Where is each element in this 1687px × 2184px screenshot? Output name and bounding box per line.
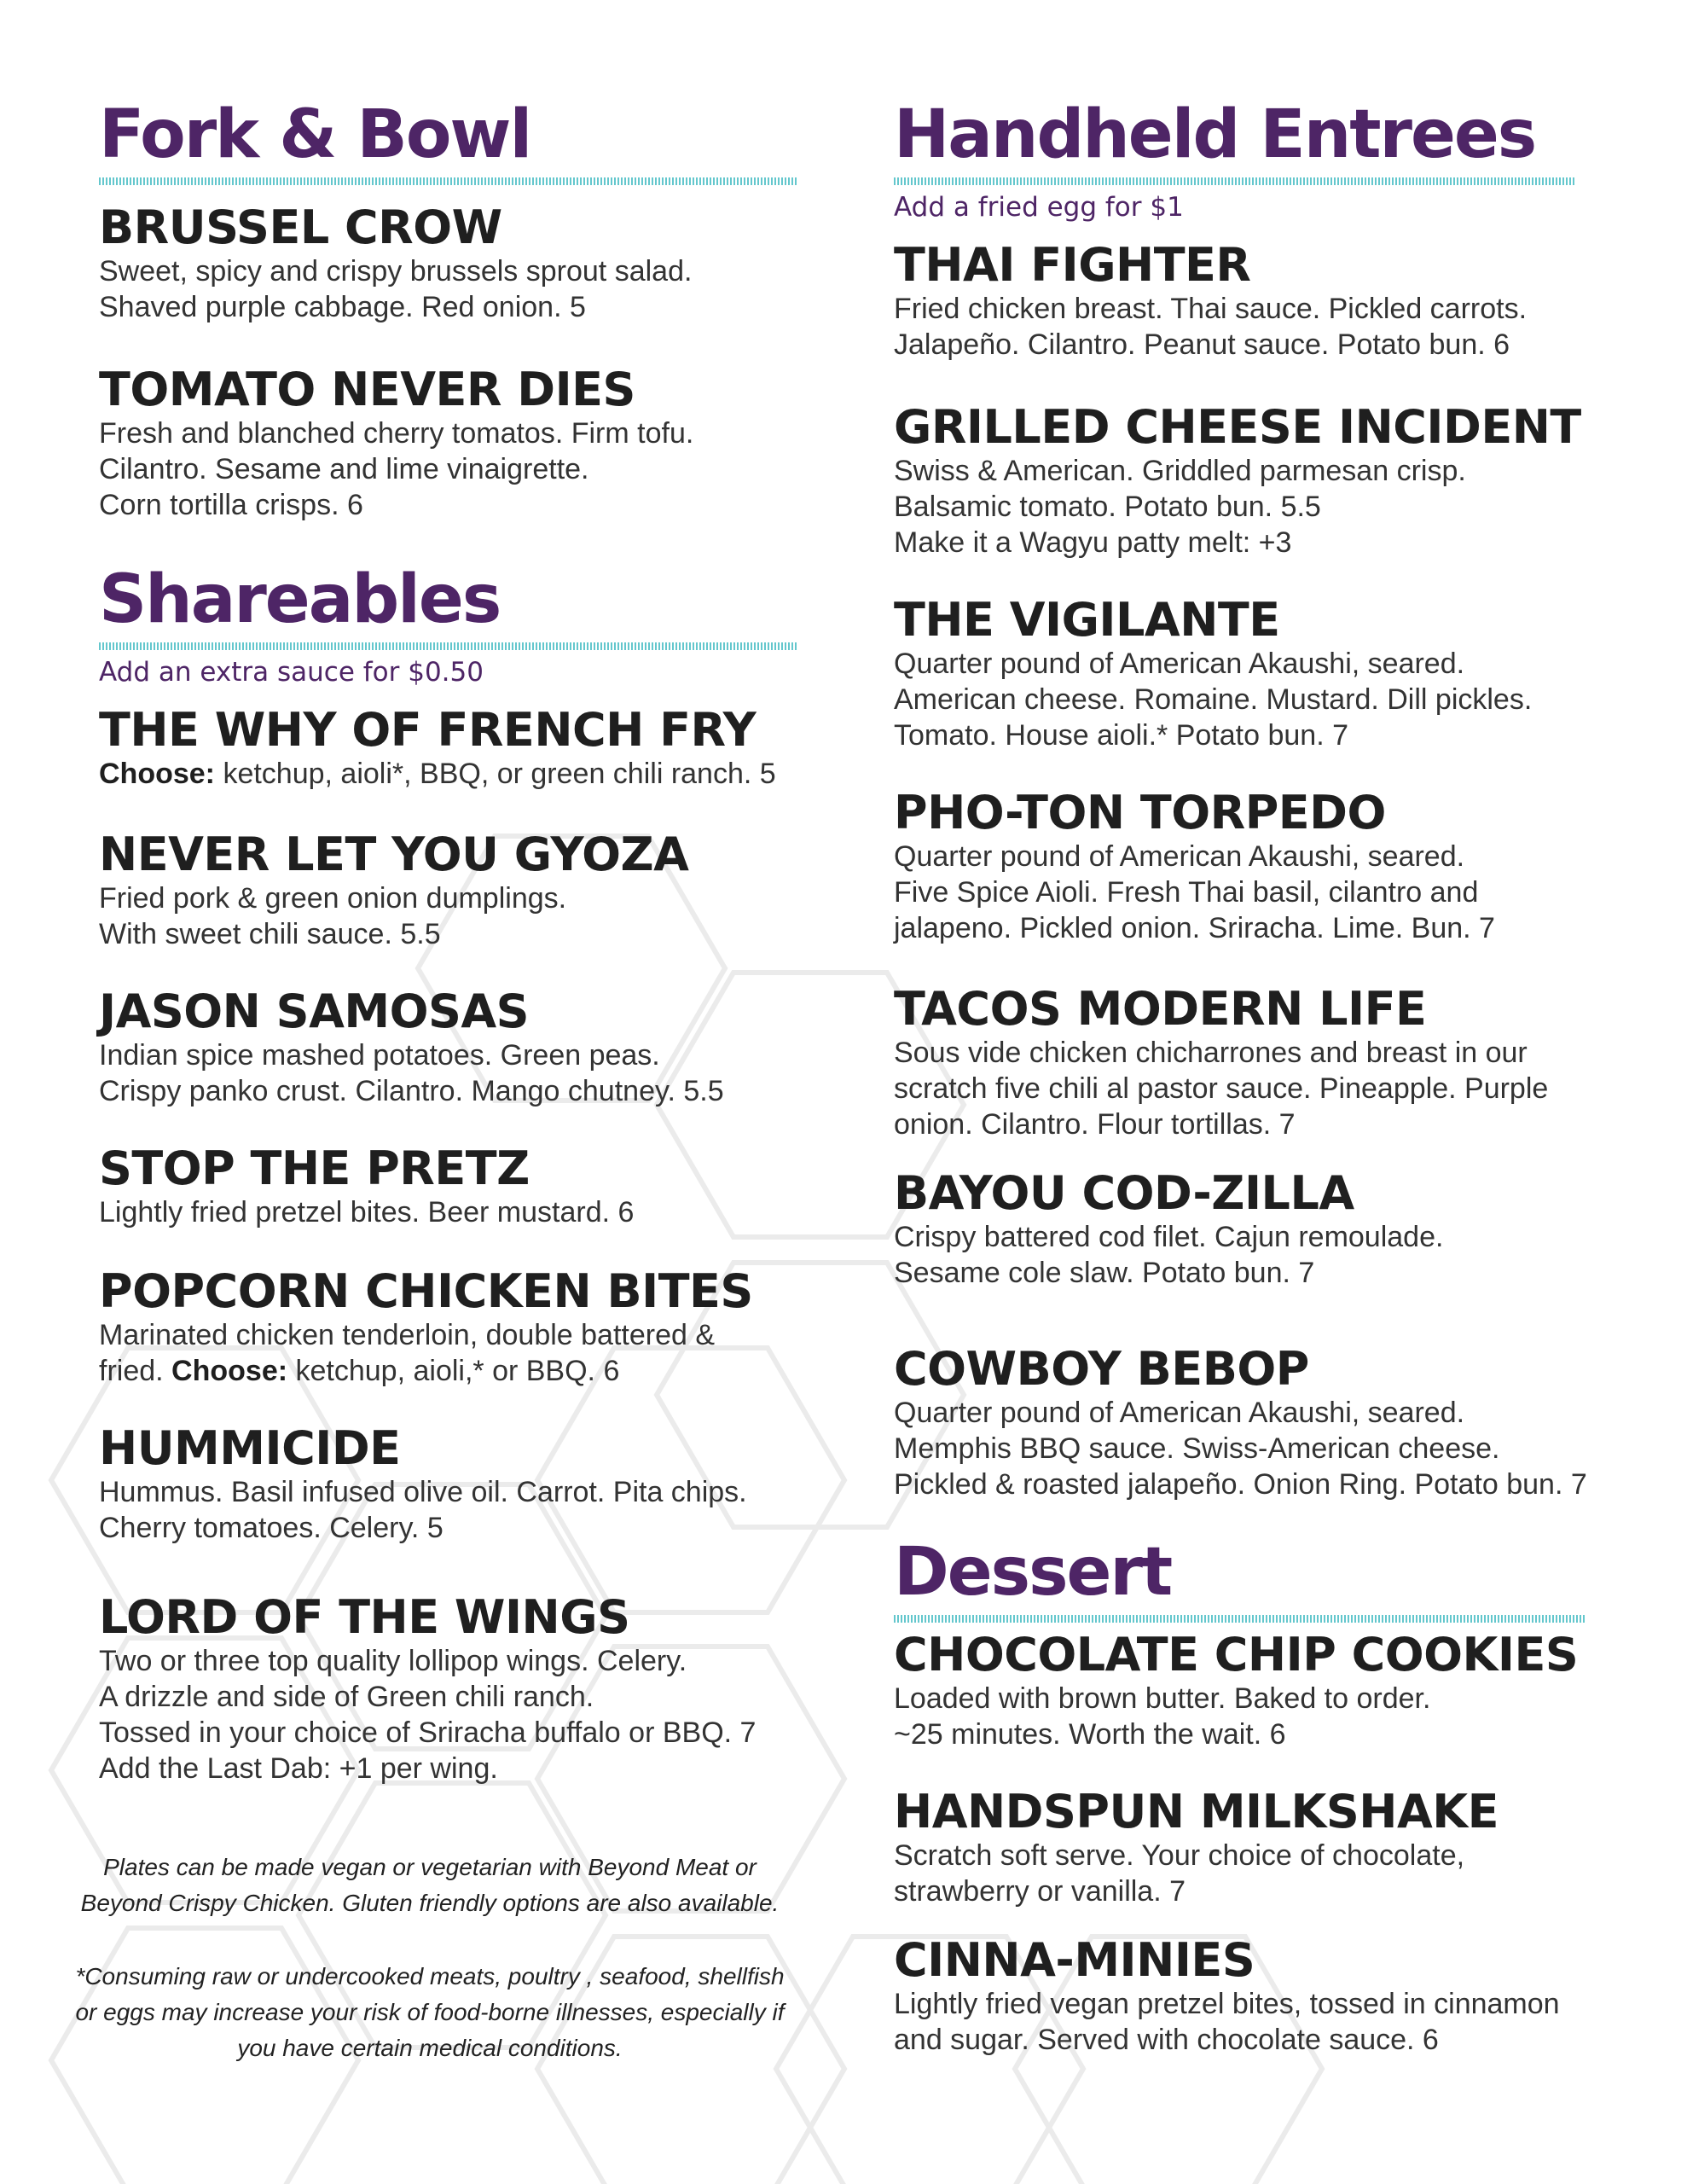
menu-item	[894, 984, 1636, 1142]
item-description	[99, 415, 807, 523]
item-description	[99, 1643, 807, 1786]
item-description	[99, 756, 807, 792]
desc-line: Lightly fried pretzel bites. Beer mustard. 6	[99, 1196, 635, 1228]
item-name: TACOS MODERN LIFE	[894, 982, 1427, 1036]
desc-line: Corn tortilla crisps. 6	[99, 489, 363, 521]
item-description	[99, 1317, 807, 1389]
desc-line: Tomato. House aioli.* Potato bun. 7	[894, 719, 1348, 752]
item-name: STOP THE PRETZ	[99, 1141, 530, 1195]
choose-label: Choose:	[171, 1355, 288, 1387]
item-name: JASON SAMOSAS	[99, 985, 530, 1038]
desc-line: jalapeno. Pickled onion. Sriracha. Lime. Bun. 7	[894, 912, 1495, 944]
desc-line: Five Spice Aioli. Fresh Thai basil, cilantro and	[894, 876, 1479, 909]
section-note: Add an extra sauce for $0.50	[99, 657, 484, 688]
desc-line: ketchup, aioli,* or BBQ. 6	[295, 1355, 620, 1387]
desc-line: onion. Cilantro. Flour tortillas. 7	[894, 1108, 1296, 1141]
desc-line: fried.	[99, 1355, 172, 1387]
item-description	[894, 1219, 1636, 1291]
menu-item	[894, 595, 1636, 753]
item-name: LORD OF THE WINGS	[99, 1590, 630, 1644]
menu-item	[894, 1168, 1636, 1291]
left-column	[99, 94, 807, 1786]
section-divider	[99, 642, 798, 650]
item-description	[894, 1035, 1636, 1142]
desc-line: Tossed in your choice of Sriracha buffalo or BBQ. 7	[99, 1716, 757, 1749]
desc-line: Sous vide chicken chicharrones and breast in our	[894, 1037, 1528, 1069]
footnotes	[63, 1850, 797, 2104]
item-name: CINNA-MINIES	[894, 1933, 1255, 1987]
desc-line: Sweet, spicy and crispy brussels sprout salad.	[99, 255, 693, 288]
desc-line: Add the Last Dab: +1 per wing.	[99, 1752, 498, 1785]
desc-line: and sugar. Served with chocolate sauce. 6	[894, 2024, 1439, 2056]
desc-line: Two or three top quality lollipop wings. Celery.	[99, 1645, 687, 1677]
desc-line: Quarter pound of American Akaushi, seared.	[894, 648, 1465, 680]
desc-line: Jalapeño. Cilantro. Peanut sauce. Potato bun. 6	[894, 328, 1510, 361]
item-description	[894, 1681, 1636, 1752]
menu-item	[99, 1143, 807, 1230]
desc-line: Shaved purple cabbage. Red onion. 5	[99, 291, 586, 323]
item-description	[99, 880, 807, 952]
item-name: NEVER LET YOU GYOZA	[99, 828, 689, 881]
desc-line: Swiss & American. Griddled parmesan crisp.	[894, 455, 1466, 487]
item-description	[894, 291, 1636, 363]
desc-line: Crispy panko crust. Cilantro. Mango chutney. 5.5	[99, 1075, 724, 1107]
item-description	[894, 839, 1636, 946]
item-description	[894, 453, 1636, 561]
desc-line: ~25 minutes. Worth the wait. 6	[894, 1718, 1286, 1751]
item-name: THAI FIGHTER	[894, 238, 1251, 292]
item-name: BAYOU COD-ZILLA	[894, 1166, 1354, 1220]
desc-line: Cilantro. Sesame and lime vinaigrette.	[99, 453, 589, 485]
section-divider	[894, 177, 1576, 185]
desc-line: Quarter pound of American Akaushi, seared.	[894, 1397, 1465, 1429]
item-description	[894, 1838, 1636, 1909]
desc-line: strawberry or vanilla. 7	[894, 1875, 1186, 1908]
desc-line: Sesame cole slaw. Potato bun. 7	[894, 1257, 1315, 1289]
item-name: POPCORN CHICKEN BITES	[99, 1264, 753, 1318]
desc-line: Loaded with brown butter. Baked to order.	[894, 1682, 1431, 1715]
item-description	[99, 1474, 807, 1546]
desc-line: Indian spice mashed potatoes. Green peas.	[99, 1039, 660, 1072]
right-column	[894, 94, 1636, 2058]
item-name: THE VIGILANTE	[894, 593, 1280, 647]
section-title-shareables: Shareables	[99, 561, 501, 638]
desc-line: Lightly fried vegan pretzel bites, tossed in cinnamon	[894, 1988, 1560, 2020]
menu-item	[99, 1592, 807, 1786]
menu-item	[99, 1423, 807, 1546]
section-divider	[99, 177, 798, 185]
menu-item	[894, 1935, 1636, 2058]
item-description	[894, 1395, 1636, 1502]
item-name: TOMATO NEVER DIES	[99, 363, 635, 416]
desc-line: American cheese. Romaine. Mustard. Dill pickles.	[894, 683, 1533, 716]
desc-line: Fried chicken breast. Thai sauce. Pickled carrots.	[894, 293, 1528, 325]
choose-label: Choose:	[99, 758, 215, 790]
desc-line: scratch five chili al pastor sauce. Pineapple. Purple	[894, 1072, 1549, 1105]
desc-line: Fresh and blanched cherry tomatos. Firm tofu.	[99, 417, 694, 450]
item-name: GRILLED CHEESE INCIDENT	[894, 400, 1581, 454]
desc-line: ketchup, aioli*, BBQ, or green chili ranch. 5	[215, 758, 776, 790]
menu-item	[99, 1266, 807, 1389]
item-name: COWBOY BEBOP	[894, 1342, 1309, 1396]
menu-item	[99, 364, 807, 523]
desc-line: Scratch soft serve. Your choice of chocolate,	[894, 1839, 1465, 1872]
item-name: PHO-TON TORPEDO	[894, 786, 1386, 839]
desc-line: Crispy battered cod filet. Cajun remoulade.	[894, 1221, 1444, 1253]
section-divider	[894, 1615, 1585, 1623]
item-description	[99, 253, 807, 325]
menu-item	[99, 705, 807, 792]
desc-line: Memphis BBQ sauce. Swiss-American cheese.	[894, 1432, 1500, 1465]
desc-line: Fried pork & green onion dumplings.	[99, 882, 567, 915]
item-name: THE WHY OF FRENCH FRY	[99, 703, 757, 757]
desc-line: Make it a Wagyu patty melt: +3	[894, 526, 1292, 559]
menu-item	[894, 1786, 1636, 1909]
desc-line: Hummus. Basil infused olive oil. Carrot. Pita chips.	[99, 1476, 747, 1508]
menu-item	[99, 202, 807, 325]
item-description	[99, 1194, 807, 1230]
menu-item	[894, 787, 1636, 946]
menu-item	[99, 829, 807, 952]
item-name: HANDSPUN MILKSHAKE	[894, 1785, 1499, 1838]
menu-item	[99, 986, 807, 1109]
dietary-note: Plates can be made vegan or vegetarian with Beyond Meat or Beyond Crispy Chicken. Gluten friendly options are also available.	[80, 1854, 780, 1916]
desc-line: With sweet chili sauce. 5.5	[99, 918, 441, 950]
section-title-fork-bowl: Fork & Bowl	[99, 96, 531, 173]
menu-item	[894, 1629, 1636, 1752]
section-title-handheld: Handheld Entrees	[894, 96, 1536, 173]
section-note: Add a fried egg for $1	[894, 192, 1184, 223]
desc-line: Balsamic tomato. Potato bun. 5.5	[894, 491, 1321, 523]
menu-item	[894, 240, 1636, 363]
item-name: HUMMICIDE	[99, 1421, 401, 1475]
item-description	[894, 646, 1636, 753]
item-name: BRUSSEL CROW	[99, 200, 502, 254]
menu-item	[894, 402, 1636, 561]
raw-food-warning: *Consuming raw or undercooked meats, poultry , seafood, shellfish or eggs may increase your risk of food-borne illnesses, especially if you have certain medical conditions.	[75, 1963, 785, 2061]
desc-line: Marinated chicken tenderloin, double battered &	[99, 1319, 716, 1351]
item-description	[894, 1986, 1636, 2058]
menu-item	[894, 1344, 1636, 1502]
item-description	[99, 1037, 807, 1109]
desc-line: Quarter pound of American Akaushi, seared.	[894, 840, 1465, 873]
desc-line: Pickled & roasted jalapeño. Onion Ring. Potato bun. 7	[894, 1468, 1587, 1501]
item-name: CHOCOLATE CHIP COOKIES	[894, 1628, 1579, 1682]
desc-line: Cherry tomatoes. Celery. 5	[99, 1512, 443, 1544]
desc-line: A drizzle and side of Green chili ranch.	[99, 1681, 594, 1713]
section-title-dessert: Dessert	[894, 1534, 1172, 1611]
